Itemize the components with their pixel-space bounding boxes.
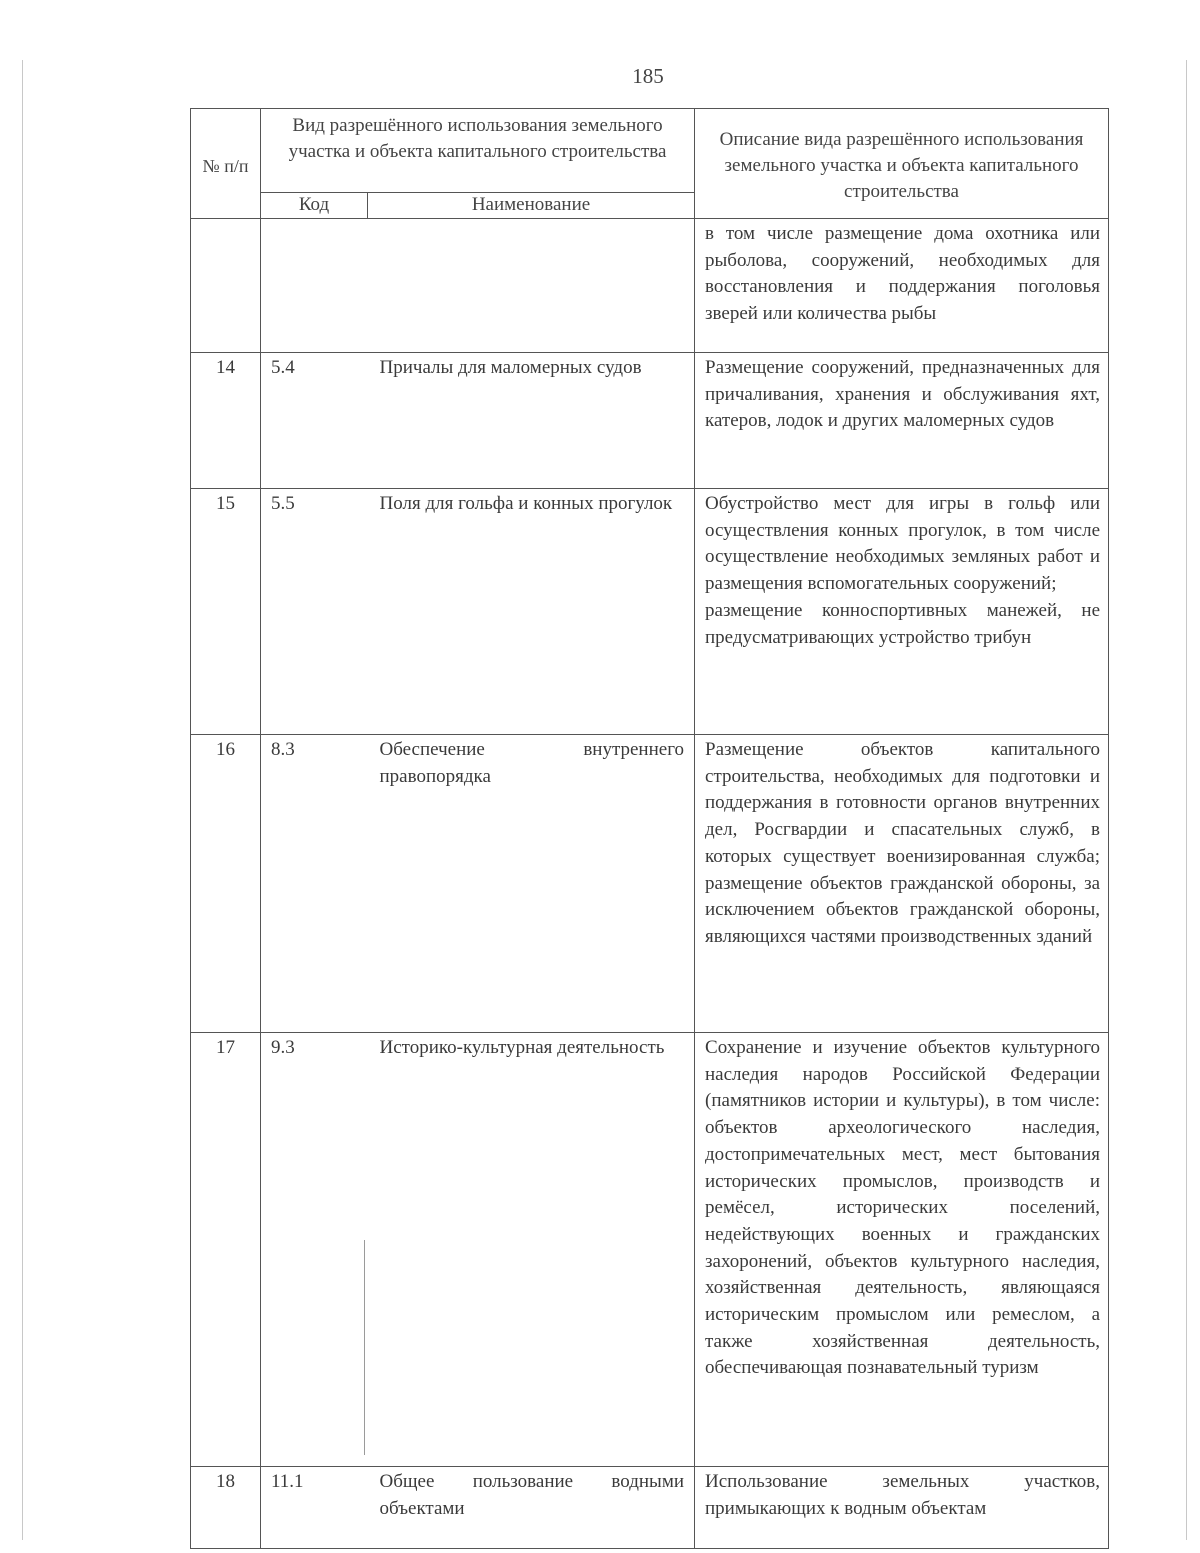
- row-description: [695, 489, 1109, 735]
- row-code: 9.3: [261, 1033, 368, 1467]
- description-paragraph: Размещение объектов капитального строительства, необходимых для подготовки и поддержания в готовности органов внутренних дел, Росгвардии и спасательных служб, в которых существует военизированная служба; размещение объектов гражданской обороны, за исключением объектов гражданской обороны, являющихся частями производственных зданий: [705, 739, 1101, 947]
- row-num: 14: [191, 353, 261, 489]
- row-name: Историко-культурная деятельность: [368, 1033, 695, 1467]
- header-name: Наименование: [368, 193, 695, 219]
- row-num: 17: [191, 1033, 261, 1467]
- row-num: 18: [191, 1467, 261, 1549]
- row-description: [695, 1033, 1109, 1467]
- description-paragraph: Обустройство мест для игры в гольф или осуществления конных прогулок, в том числе осуществление необходимых земляных работ и размещения вспомогательных сооружений;: [705, 493, 1101, 595]
- header-description: Описание вида разрешённого использования земельного участка и объекта капитального строительства: [695, 109, 1109, 219]
- scan-artifact-line: [364, 1240, 365, 1455]
- description-paragraph: Сохранение и изучение объектов культурного наследия народов Российской Федерации (памятников истории и культуры), в том числе: объектов археологического наследия, достопримечательных мест, мест бытования исторических промыслов, производств и ремёсел, исторических поселений, недействующих военных и гражданских захоронений, объектов культурного наследия, хозяйственная деятельность, являющаяся историческим промыслом или ремеслом, а также хозяйственная деятельность, обеспечивающая познавательный туризм: [705, 1037, 1101, 1379]
- row-code: 5.5: [261, 489, 368, 735]
- row-num: 15: [191, 489, 261, 735]
- table-row: [191, 1467, 1109, 1549]
- header-code: Код: [261, 193, 368, 219]
- table-row: [191, 219, 1109, 353]
- row-name: [368, 219, 695, 353]
- description-paragraph: размещение конноспортивных манежей, не предусматривающих устройство трибун: [705, 599, 1101, 648]
- row-description: [695, 353, 1109, 489]
- description-paragraph: Использование земельных участков, примыкающих к водным объектам: [705, 1471, 1101, 1519]
- land-use-table: [190, 108, 1109, 1549]
- row-description: [695, 219, 1109, 353]
- description-paragraph: Размещение сооружений, предназначенных для причаливания, хранения и обслуживания яхт, катеров, лодок и других маломерных судов: [705, 357, 1101, 432]
- description-paragraph: в том числе размещение дома охотника или рыболова, сооружений, необходимых для восстановления и поддержания поголовья зверей или количества рыбы: [705, 223, 1101, 325]
- header-num: № п/п: [191, 109, 261, 219]
- page-number: 185: [632, 64, 664, 88]
- row-name: Причалы для маломерных судов: [368, 353, 695, 489]
- row-name: Поля для гольфа и конных прогулок: [368, 489, 695, 735]
- row-num: [191, 219, 261, 353]
- header-group: Вид разрешённого использования земельного участка и объекта капитального строительства: [261, 109, 695, 193]
- row-code: 8.3: [261, 735, 368, 1033]
- row-code: 11.1: [261, 1467, 368, 1549]
- row-description: [695, 1467, 1109, 1549]
- right-margin-line: [1186, 60, 1187, 1540]
- table-row: [191, 1033, 1109, 1467]
- table-row: [191, 735, 1109, 1033]
- row-description: [695, 735, 1109, 1033]
- table-row: [191, 353, 1109, 489]
- row-name: Общее пользование водными объектами: [368, 1467, 695, 1549]
- table-row: [191, 489, 1109, 735]
- row-code: [261, 219, 368, 353]
- left-margin-line: [22, 60, 23, 1540]
- row-code: 5.4: [261, 353, 368, 489]
- row-num: 16: [191, 735, 261, 1033]
- row-name: Обеспечение внутреннего правопорядка: [368, 735, 695, 1033]
